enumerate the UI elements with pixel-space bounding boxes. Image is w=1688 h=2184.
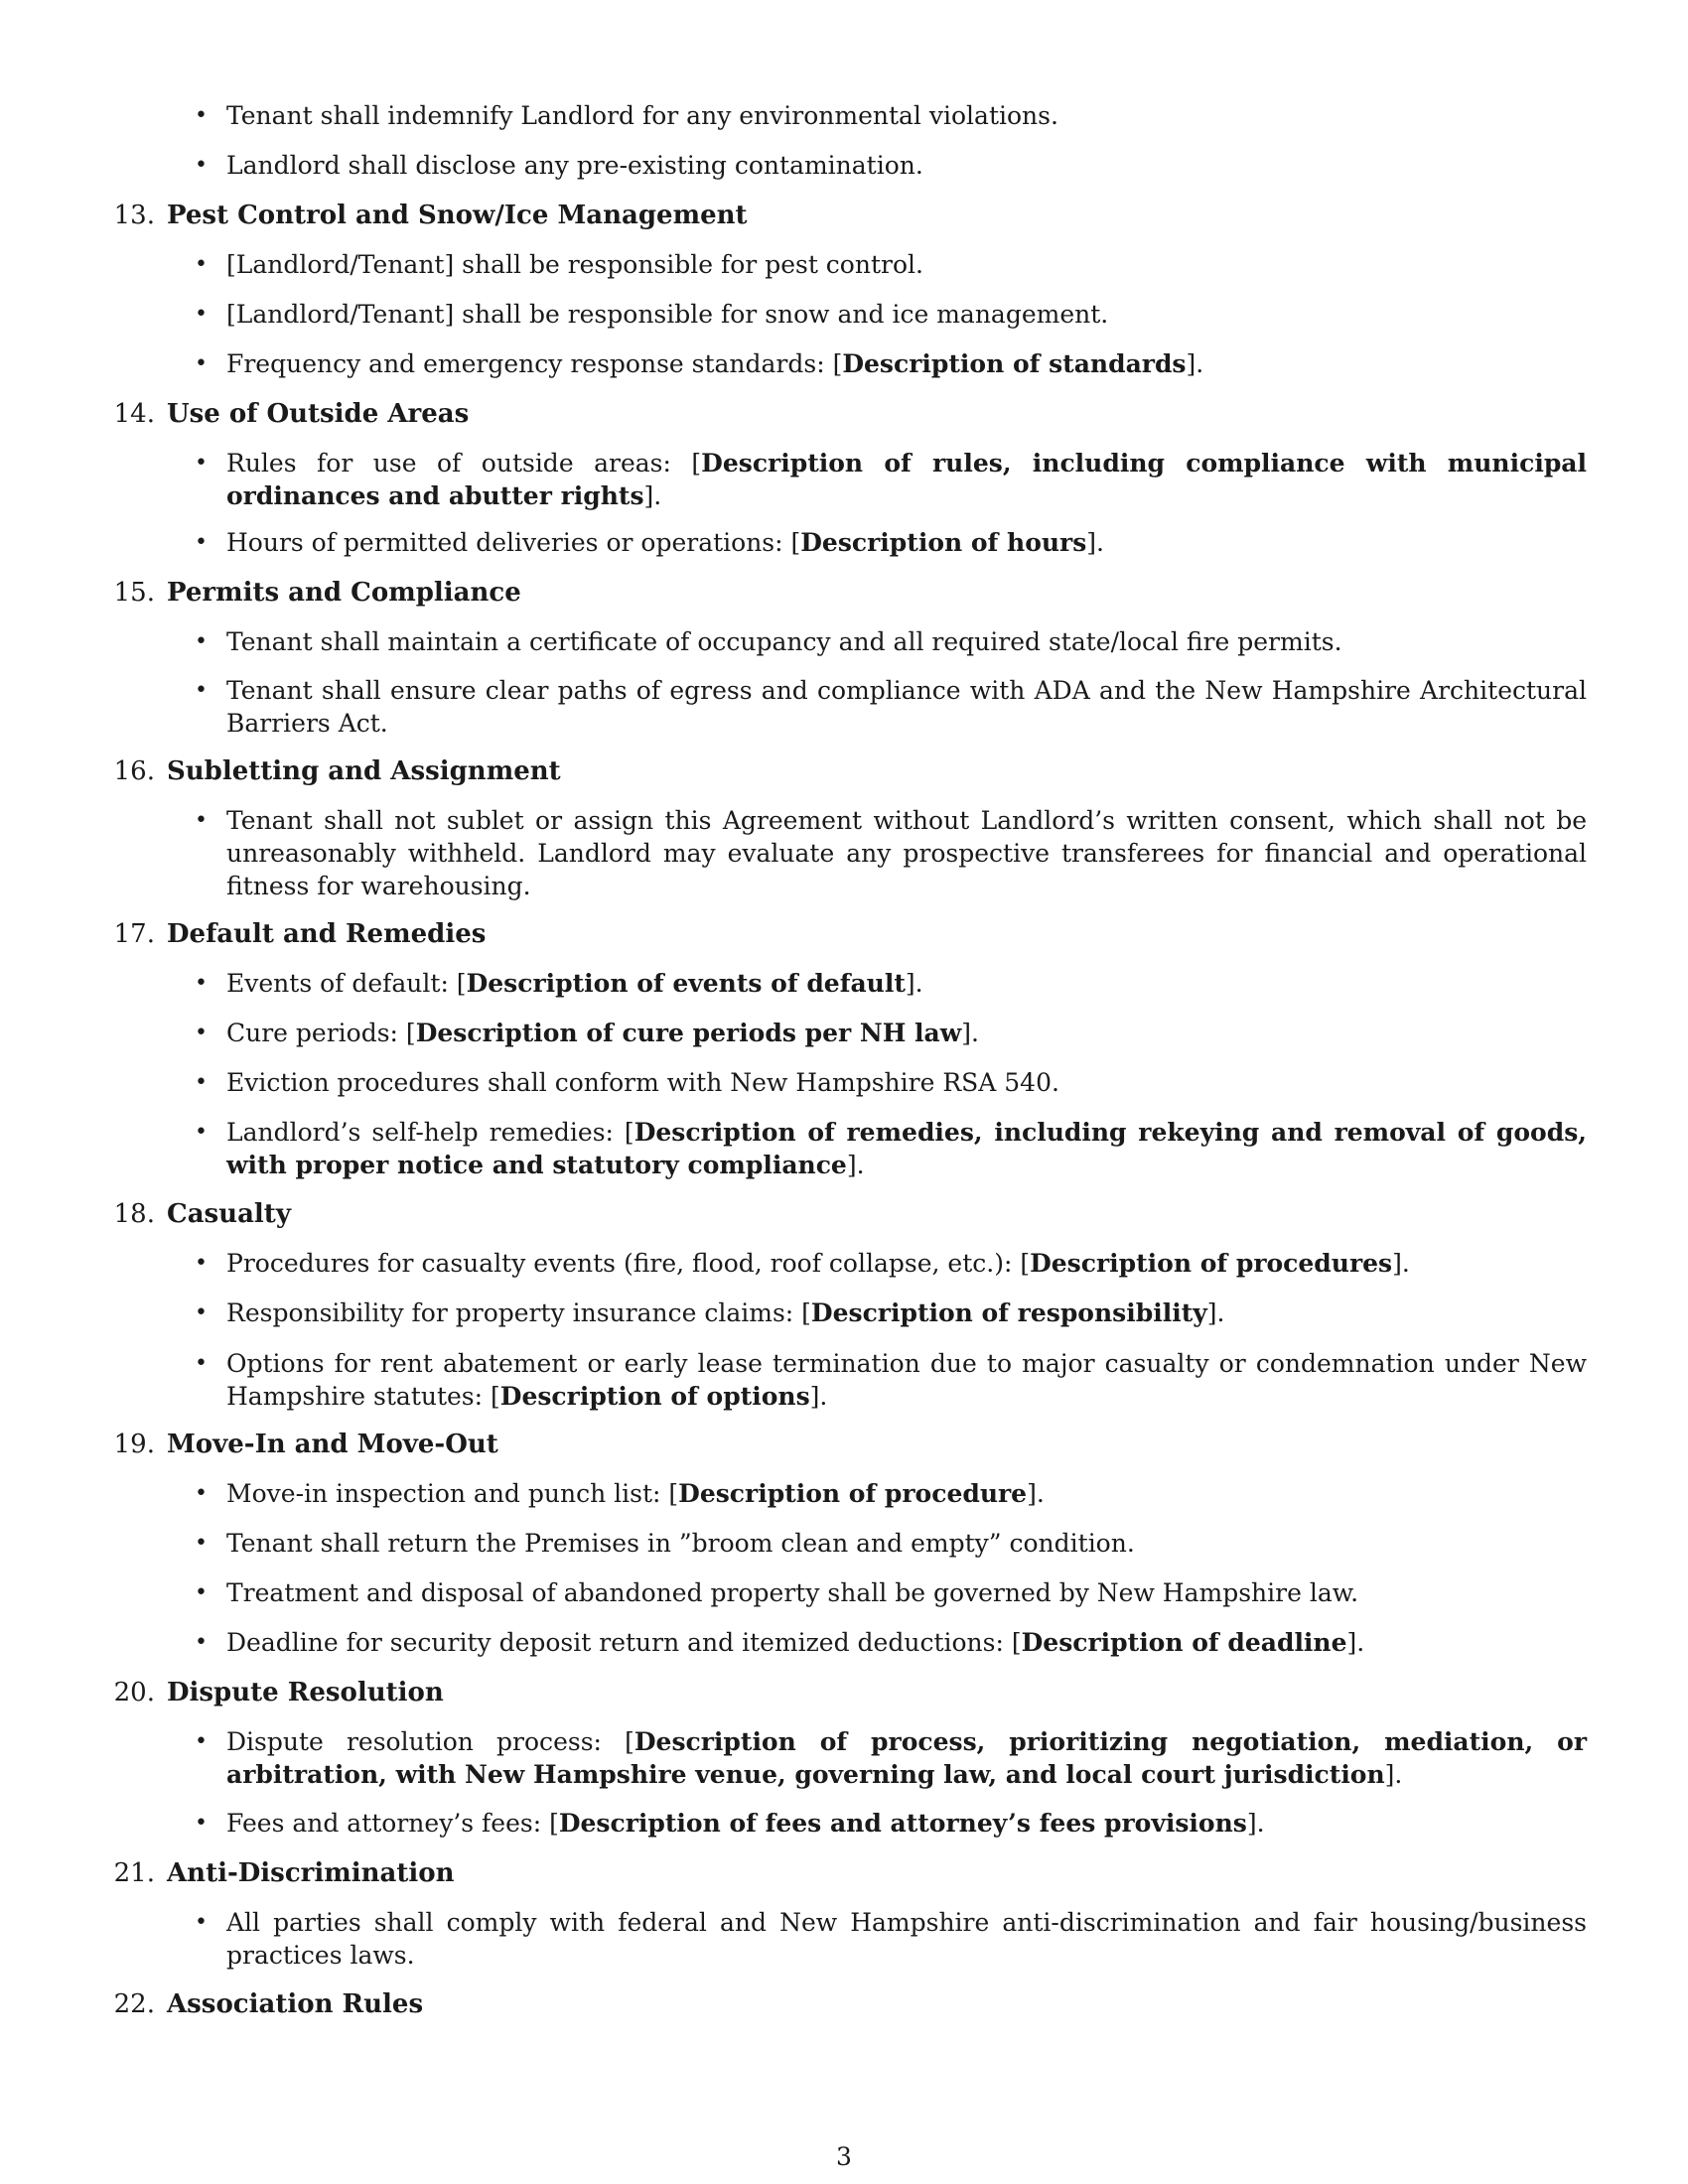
section-number: 14. xyxy=(113,399,155,429)
list-item xyxy=(226,1247,1587,1280)
item-text: ]. xyxy=(1346,1628,1365,1657)
bullet-icon: • xyxy=(195,252,208,277)
item-text: [Landlord/Tenant] shall be responsible for snow and ice management. xyxy=(226,300,1109,329)
placeholder-text: Description of procedure xyxy=(678,1479,1028,1508)
item-text: All parties shall comply with federal and New Hampshire anti-discrimination and fair housing/business practices laws. xyxy=(226,1908,1587,1970)
section-number: 16. xyxy=(113,756,155,786)
placeholder-text: Description of standards xyxy=(842,349,1187,378)
section-number: 21. xyxy=(113,1858,155,1888)
item-text: Cure periods: [ xyxy=(226,1019,416,1047)
section-number: 20. xyxy=(113,1678,155,1707)
item-text: ]. xyxy=(1392,1249,1410,1278)
list-item xyxy=(226,1527,1587,1560)
bullet-icon: • xyxy=(195,1251,208,1276)
bullet-icon: • xyxy=(195,1021,208,1045)
item-text: Hours of permitted deliveries or operations: [ xyxy=(226,528,801,557)
item-text: ]. xyxy=(846,1151,865,1179)
bullet-icon: • xyxy=(195,1630,208,1655)
list-item xyxy=(226,1725,1587,1791)
placeholder-text: Description of responsibility xyxy=(810,1298,1207,1327)
list-item xyxy=(226,526,1587,559)
item-text: Landlord shall disclose any pre-existing contamination. xyxy=(226,151,923,180)
page-number: 3 xyxy=(836,2142,852,2171)
item-text: ]. xyxy=(809,1382,828,1411)
bullet-icon: • xyxy=(195,1300,208,1325)
section-number: 19. xyxy=(113,1430,155,1459)
section-number: 15. xyxy=(113,578,155,608)
placeholder-text: Description of remedies, including rekeying and removal of goods, with proper notice and statutory compliance xyxy=(226,1118,1587,1179)
list-item xyxy=(226,1066,1587,1099)
item-text: Tenant shall not sublet or assign this Agreement without Landlord’s written consent, which shall not be unreasonably withheld. Landlord may evaluate any prospective transferees for financial and operational fitness for warehousing. xyxy=(226,806,1587,900)
section-title: Default and Remedies xyxy=(167,919,487,949)
item-text: ]. xyxy=(643,481,662,510)
list-item xyxy=(226,804,1587,902)
section-title: Subletting and Assignment xyxy=(167,756,561,786)
list-item xyxy=(226,248,1587,281)
bullet-icon: • xyxy=(195,678,208,703)
section-title: Permits and Compliance xyxy=(167,578,521,608)
bullet-icon: • xyxy=(195,153,208,178)
item-text: ]. xyxy=(1384,1760,1403,1789)
list-item xyxy=(226,967,1587,1000)
item-text: Deadline for security deposit return and itemized deductions: [ xyxy=(226,1628,1022,1657)
placeholder-text: Description of hours xyxy=(800,528,1087,557)
list-item xyxy=(226,298,1587,331)
list-item xyxy=(226,347,1587,380)
bullet-icon: • xyxy=(195,629,208,654)
item-text: Tenant shall return the Premises in ”broom clean and empty” condition. xyxy=(226,1529,1135,1558)
placeholder-text: Description of deadline xyxy=(1021,1628,1347,1657)
list-item xyxy=(226,1347,1587,1413)
list-item xyxy=(226,149,1587,182)
section-title: Association Rules xyxy=(167,1989,424,2019)
section-number: 22. xyxy=(113,1989,155,2019)
list-item xyxy=(226,447,1587,512)
bullet-icon: • xyxy=(195,451,208,476)
list-item xyxy=(226,1807,1587,1840)
item-text: ]. xyxy=(905,969,923,998)
item-text: Tenant shall maintain a certificate of occupancy and all required state/local fire permits. xyxy=(226,627,1342,656)
item-text: ]. xyxy=(1027,1479,1045,1508)
section-title: Casualty xyxy=(167,1199,291,1229)
list-item xyxy=(226,1116,1587,1181)
list-item xyxy=(226,1477,1587,1510)
item-text: Tenant shall ensure clear paths of egress and compliance with ADA and the New Hampshire Architectural Barriers Act. xyxy=(226,676,1587,738)
section-number: 13. xyxy=(113,201,155,230)
item-text: Fees and attorney’s fees: [ xyxy=(226,1809,559,1838)
list-item xyxy=(226,1906,1587,1972)
placeholder-text: Description of rules, including compliance with municipal ordinances and abutter rights xyxy=(226,449,1587,510)
placeholder-text: Description of process, prioritizing negotiation, mediation, or arbitration, with New Hampshire venue, governing law, and local court jurisdiction xyxy=(226,1727,1587,1789)
item-text: Events of default: [ xyxy=(226,969,467,998)
list-item xyxy=(226,1626,1587,1659)
bullet-icon: • xyxy=(195,971,208,996)
list-item xyxy=(226,99,1587,132)
section-title: Move-In and Move-Out xyxy=(167,1430,498,1459)
list-item xyxy=(226,1017,1587,1049)
item-text: Dispute resolution process: [ xyxy=(226,1727,634,1756)
item-text: Landlord’s self-help remedies: [ xyxy=(226,1118,634,1147)
item-text: Options for rent abatement or early lease termination due to major casualty or condemnation under New Hampshire statutes: [ xyxy=(226,1349,1587,1411)
section-title: Anti-Discrimination xyxy=(167,1858,455,1888)
section-title: Use of Outside Areas xyxy=(167,399,470,429)
item-text: Eviction procedures shall conform with New Hampshire RSA 540. xyxy=(226,1068,1059,1097)
item-text: ]. xyxy=(1206,1298,1225,1327)
list-item xyxy=(226,625,1587,658)
item-text: Tenant shall indemnify Landlord for any environmental violations. xyxy=(226,101,1058,130)
bullet-icon: • xyxy=(195,302,208,327)
placeholder-text: Description of fees and attorney’s fees provisions xyxy=(558,1809,1247,1838)
item-text: Responsibility for property insurance claims: [ xyxy=(226,1298,811,1327)
bullet-icon: • xyxy=(195,530,208,555)
item-text: ]. xyxy=(1246,1809,1265,1838)
section-title: Pest Control and Snow/Ice Management xyxy=(167,201,748,230)
list-item xyxy=(226,674,1587,740)
item-text: Rules for use of outside areas: [ xyxy=(226,449,702,478)
section-number: 18. xyxy=(113,1199,155,1229)
item-text: Treatment and disposal of abandoned property shall be governed by New Hampshire law. xyxy=(226,1578,1359,1607)
bullet-icon: • xyxy=(195,1070,208,1095)
placeholder-text: Description of events of default xyxy=(466,969,906,998)
placeholder-text: Description of cure periods per NH law xyxy=(415,1019,962,1047)
bullet-icon: • xyxy=(195,1481,208,1506)
bullet-icon: • xyxy=(195,1580,208,1605)
bullet-icon: • xyxy=(195,808,208,833)
list-item xyxy=(226,1297,1587,1329)
bullet-icon: • xyxy=(195,103,208,128)
section-title: Dispute Resolution xyxy=(167,1678,444,1707)
bullet-icon: • xyxy=(195,1910,208,1935)
item-text: ]. xyxy=(961,1019,979,1047)
item-text: Move-in inspection and punch list: [ xyxy=(226,1479,679,1508)
bullet-icon: • xyxy=(195,351,208,376)
section-number: 17. xyxy=(113,919,155,949)
bullet-icon: • xyxy=(195,1531,208,1556)
list-item xyxy=(226,1576,1587,1609)
item-text: Frequency and emergency response standards: [ xyxy=(226,349,843,378)
bullet-icon: • xyxy=(195,1729,208,1754)
item-text: Procedures for casualty events (fire, flood, roof collapse, etc.): [ xyxy=(226,1249,1031,1278)
placeholder-text: Description of procedures xyxy=(1030,1249,1393,1278)
item-text: ]. xyxy=(1086,528,1104,557)
item-text: [Landlord/Tenant] shall be responsible for pest control. xyxy=(226,250,923,279)
bullet-icon: • xyxy=(195,1811,208,1836)
bullet-icon: • xyxy=(195,1120,208,1145)
placeholder-text: Description of options xyxy=(499,1382,810,1411)
bullet-icon: • xyxy=(195,1351,208,1376)
item-text: ]. xyxy=(1186,349,1204,378)
